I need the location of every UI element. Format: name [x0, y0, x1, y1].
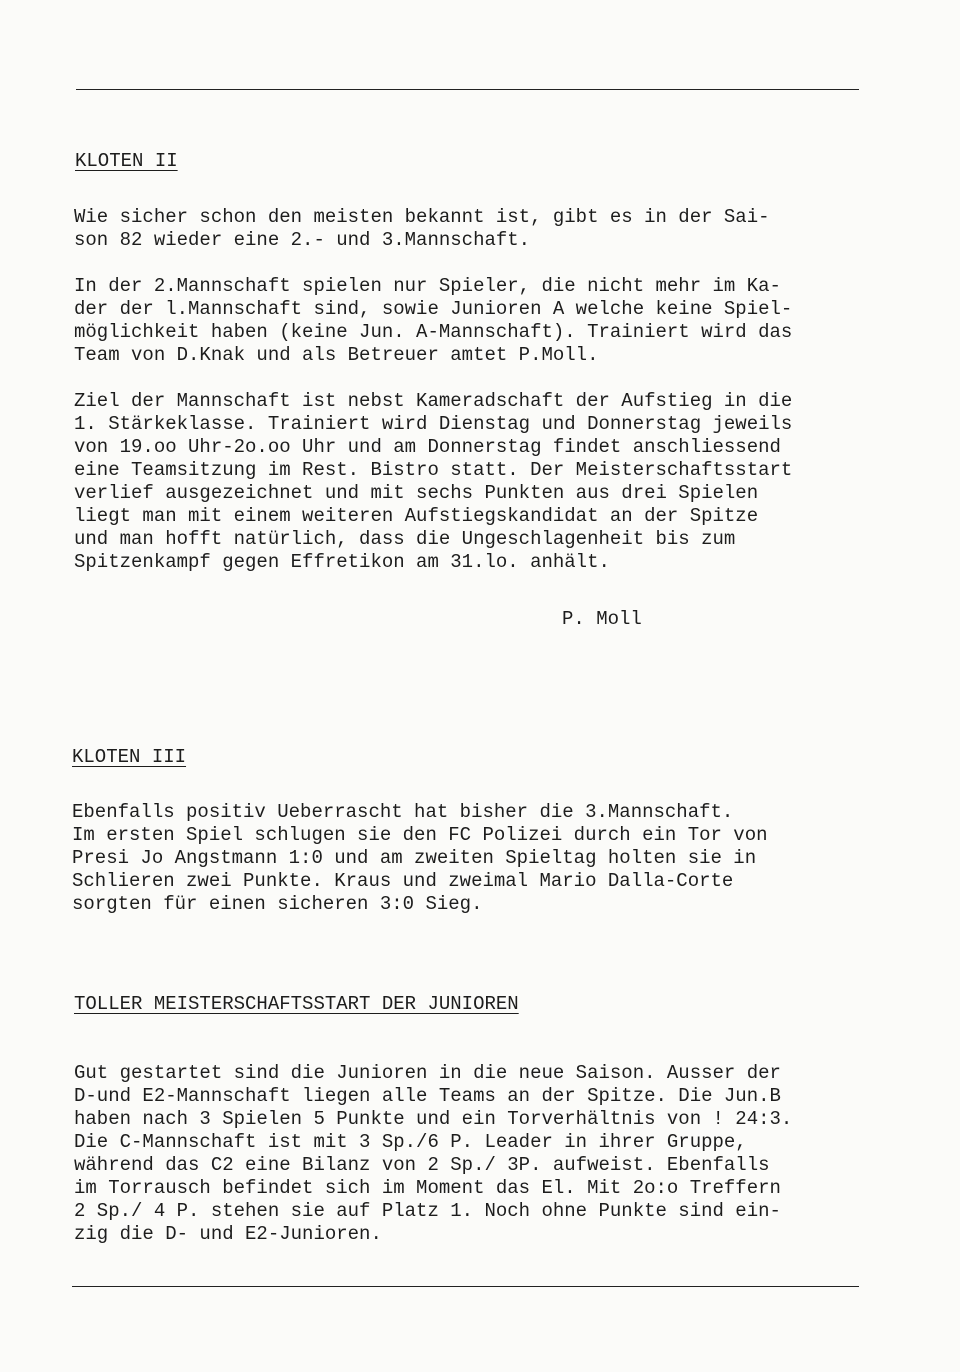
text-line: möglichkeit haben (keine Jun. A-Mannschaft). Trainiert wird das [74, 321, 793, 343]
text-line: Gut gestartet sind die Junioren in die neue Saison. Ausser der [74, 1062, 781, 1084]
paragraph [74, 275, 894, 367]
paragraph [72, 801, 892, 916]
text-line: eine Teamsitzung im Rest. Bistro statt. Der Meisterschaftsstart [74, 459, 793, 481]
text-line: 1. Stärkeklasse. Trainiert wird Dienstag und Donnerstag jeweils [74, 413, 793, 435]
text-line: Im ersten Spiel schlugen sie den FC Polizei durch ein Tor von [72, 824, 768, 846]
section-heading-kloten-ii: KLOTEN II [75, 150, 178, 172]
text-line: Spitzenkampf gegen Effretikon am 31.lo. anhält. [74, 551, 610, 573]
text-line: liegt man mit einem weiteren Aufstiegskandidat an der Spitze [74, 505, 759, 527]
signature: P. Moll [562, 608, 642, 630]
text-line: im Torrausch befindet sich im Moment das El. Mit 2o:o Treffern [74, 1177, 781, 1199]
top-rule [76, 89, 859, 90]
section-body-kloten-ii [74, 206, 894, 574]
text-line: Ziel der Mannschaft ist nebst Kameradschaft der Aufstieg in die [74, 390, 793, 412]
paragraph [74, 390, 894, 574]
paragraph [74, 1062, 894, 1246]
text-line: son 82 wieder eine 2.- und 3.Mannschaft. [74, 229, 531, 251]
text-line: von 19.oo Uhr-2o.oo Uhr und am Donnerstag findet anschliessend [74, 436, 781, 458]
text-line: zig die D- und E2-Junioren. [74, 1223, 382, 1245]
text-line: haben nach 3 Spielen 5 Punkte und ein Torverhältnis von ! 24:3. [74, 1108, 793, 1130]
text-line: D-und E2-Mannschaft liegen alle Teams an der Spitze. Die Jun.B [74, 1085, 781, 1107]
text-line: sorgten für einen sicheren 3:0 Sieg. [72, 893, 483, 915]
bottom-rule [72, 1286, 859, 1287]
text-line: Presi Jo Angstmann 1:0 und am zweiten Spieltag holten sie in [72, 847, 757, 869]
text-line: und man hofft natürlich, dass die Ungeschlagenheit bis zum [74, 528, 736, 550]
text-line: In der 2.Mannschaft spielen nur Spieler, die nicht mehr im Ka- [74, 275, 781, 297]
text-line: Team von D.Knak und als Betreuer amtet P.Moll. [74, 344, 599, 366]
text-line: 2 Sp./ 4 P. stehen sie auf Platz 1. Noch ohne Punkte sind ein- [74, 1200, 781, 1222]
section-body-kloten-iii [72, 801, 892, 916]
section-heading-kloten-iii: KLOTEN III [72, 746, 187, 768]
text-line: Schlieren zwei Punkte. Kraus und zweimal Mario Dalla-Corte [72, 870, 734, 892]
text-line: Ebenfalls positiv Ueberrascht hat bisher die 3.Mannschaft. [72, 801, 734, 823]
paragraph [74, 206, 894, 252]
text-line: verlief ausgezeichnet und mit sechs Punkten aus drei Spielen [74, 482, 759, 504]
section-heading-junioren: TOLLER MEISTERSCHAFTSSTART DER JUNIOREN [74, 993, 519, 1015]
text-line: der der l.Mannschaft sind, sowie Junioren A welche keine Spiel- [74, 298, 793, 320]
text-line: Die C-Mannschaft ist mit 3 Sp./6 P. Leader in ihrer Gruppe, [74, 1131, 747, 1153]
text-line: während das C2 eine Bilanz von 2 Sp./ 3P. aufweist. Ebenfalls [74, 1154, 770, 1176]
section-body-junioren [74, 1062, 894, 1246]
text-line: Wie sicher schon den meisten bekannt ist, gibt es in der Sai- [74, 206, 770, 228]
